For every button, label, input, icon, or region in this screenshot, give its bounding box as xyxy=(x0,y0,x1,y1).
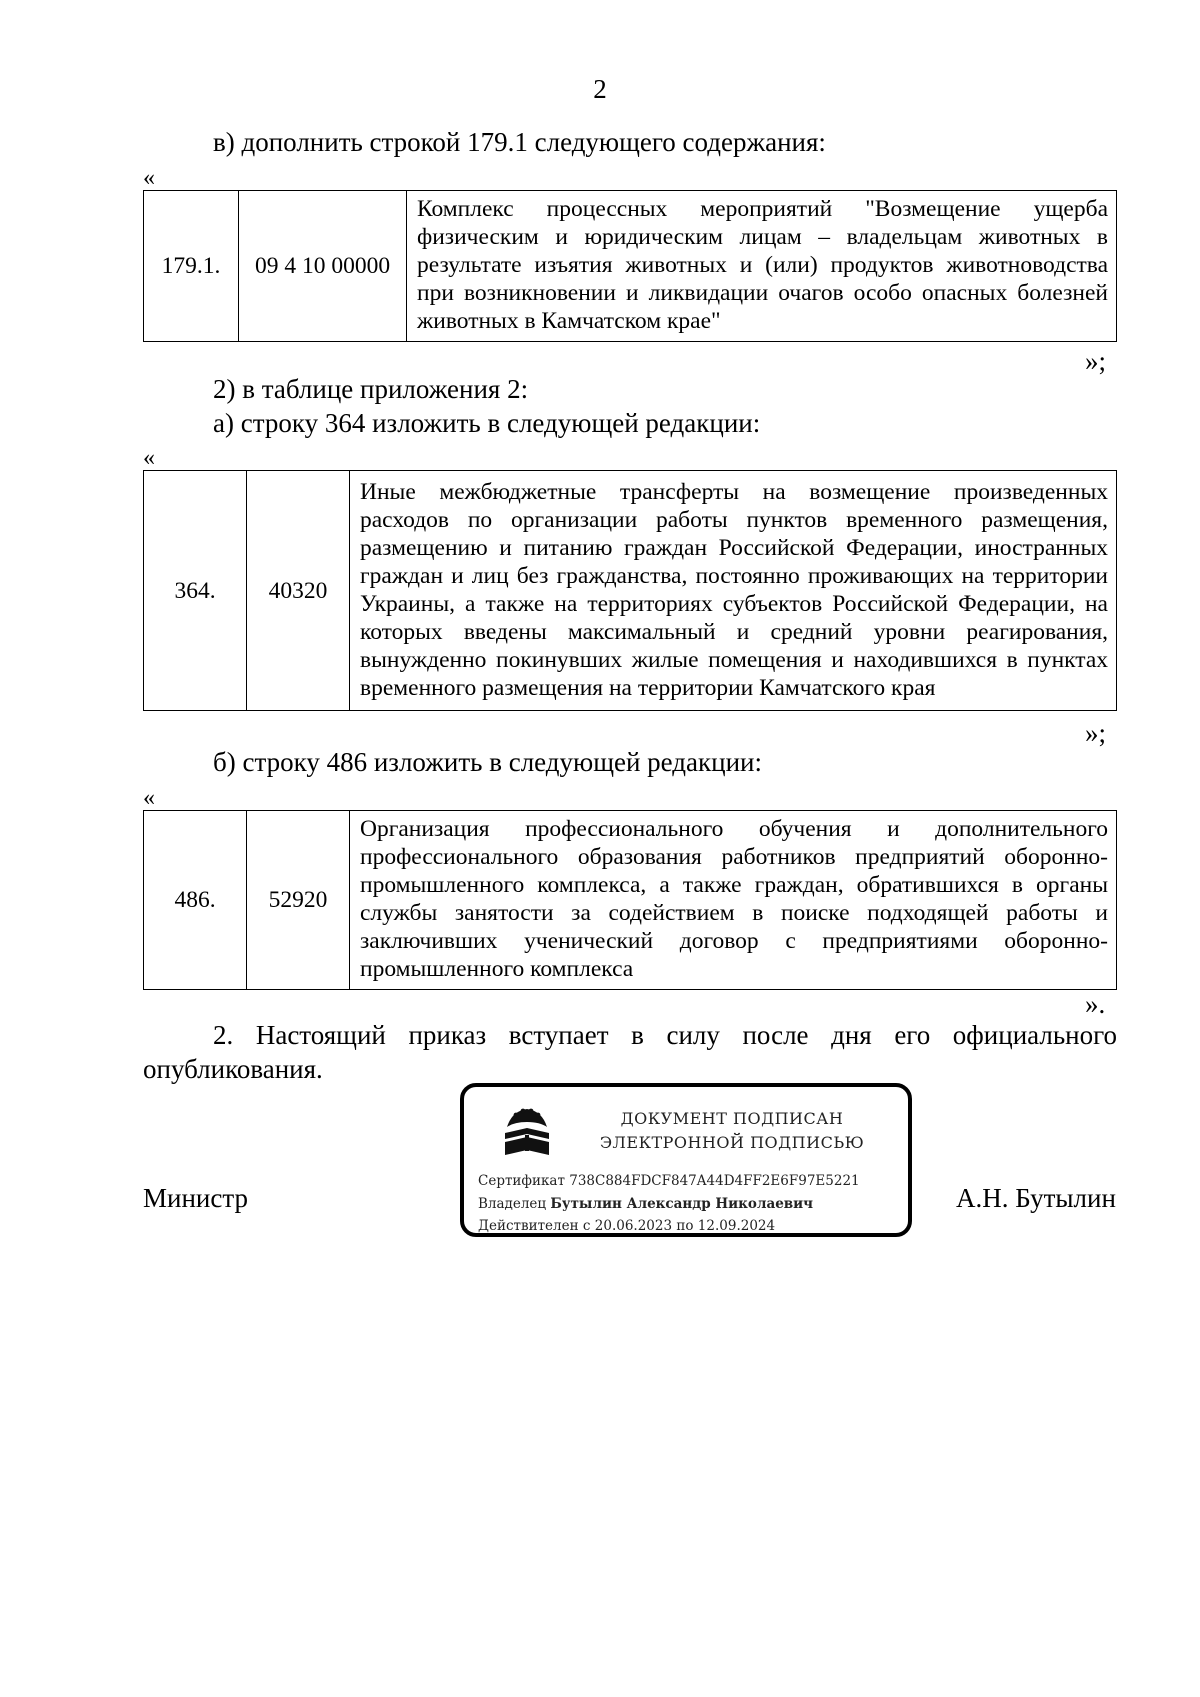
coat-of-arms-icon xyxy=(502,1105,552,1161)
stamp-header-line1: ДОКУМЕНТ ПОДПИСАН xyxy=(620,1109,844,1128)
row-number: 179.1. xyxy=(144,191,239,342)
owner-value: Бутылин Александр Николаевич xyxy=(550,1196,814,1212)
row-text: Комплекс процессных мероприятий "Возмещение ущерба физическим и юридическим лицам – владельцам животных в результате изъятия животных и (или) продуктов животноводства при возникновении и ликвидации очагов особо опасных болезней животных в Камчатском крае" xyxy=(407,191,1117,342)
open-quote: « xyxy=(143,785,155,811)
stamp-header-line2: ЭЛЕКТРОННОЙ ПОДПИСЬЮ xyxy=(599,1133,865,1152)
table-row-364 xyxy=(143,470,1117,711)
electronic-signature-stamp xyxy=(460,1083,912,1237)
item-2a-intro: а) строку 364 изложить в следующей редакции: xyxy=(213,408,761,438)
table-row-179-1 xyxy=(143,190,1117,342)
item-2-intro: 2) в таблице приложения 2: xyxy=(213,374,529,404)
valid-label: Действителен с xyxy=(478,1218,591,1234)
table-row-486 xyxy=(143,810,1117,990)
close-quote: ». xyxy=(1085,989,1106,1019)
signature-name: А.Н. Бутылин xyxy=(956,1183,1116,1213)
row-code: 09 4 10 00000 xyxy=(239,191,407,342)
signature-position: Министр xyxy=(143,1183,248,1213)
row-text: Организация профессионального обучения и дополнительного профессионального образования работников предприятий оборонно-промышленного комплекса, а также граждан, обратившихся в органы службы занятости за содействием в поиске подходящей работы и заключивших ученический договор с предприятиями оборонно-промышленного комплекса xyxy=(350,811,1117,990)
cert-label: Сертификат xyxy=(478,1173,565,1189)
cert-value: 738C884FDCF847A44D4FF2E6F97E5221 xyxy=(569,1173,860,1189)
close-quote: »; xyxy=(1085,346,1107,376)
stamp-validity xyxy=(478,1218,775,1234)
valid-to-label: по xyxy=(676,1218,694,1234)
close-quote: »; xyxy=(1085,718,1107,748)
final-clause: 2. Настоящий приказ вступает в силу после дня его официального опубликования. xyxy=(143,1020,1117,1084)
row-text: Иные межбюджетные трансферты на возмещение произведенных расходов по организации работы пунктов временного размещения, размещению и питанию граждан Российской Федерации, иностранных граждан и лиц без гражданства, постоянно проживающих на территории Украины, а также на территориях субъектов Российской Федерации, на которых введены максимальный и средний уровни реагирования, вынужденно покинувших жилые помещения и находившихся в пунктах временного размещения на территории Камчатского края xyxy=(350,471,1117,711)
page-number: 2 xyxy=(593,74,607,104)
item-v-intro: в) дополнить строкой 179.1 следующего содержания: xyxy=(213,127,826,157)
row-code: 40320 xyxy=(247,471,350,711)
row-number: 486. xyxy=(144,811,247,990)
valid-to: 12.09.2024 xyxy=(697,1218,776,1234)
row-code: 52920 xyxy=(247,811,350,990)
open-quote: « xyxy=(143,445,155,471)
item-2b-intro: б) строку 486 изложить в следующей редакции: xyxy=(213,747,762,777)
row-number: 364. xyxy=(144,471,247,711)
valid-from: 20.06.2023 xyxy=(594,1218,673,1234)
open-quote: « xyxy=(143,165,155,191)
owner-label: Владелец xyxy=(478,1196,547,1212)
stamp-owner xyxy=(478,1196,813,1212)
stamp-certificate xyxy=(478,1173,860,1189)
